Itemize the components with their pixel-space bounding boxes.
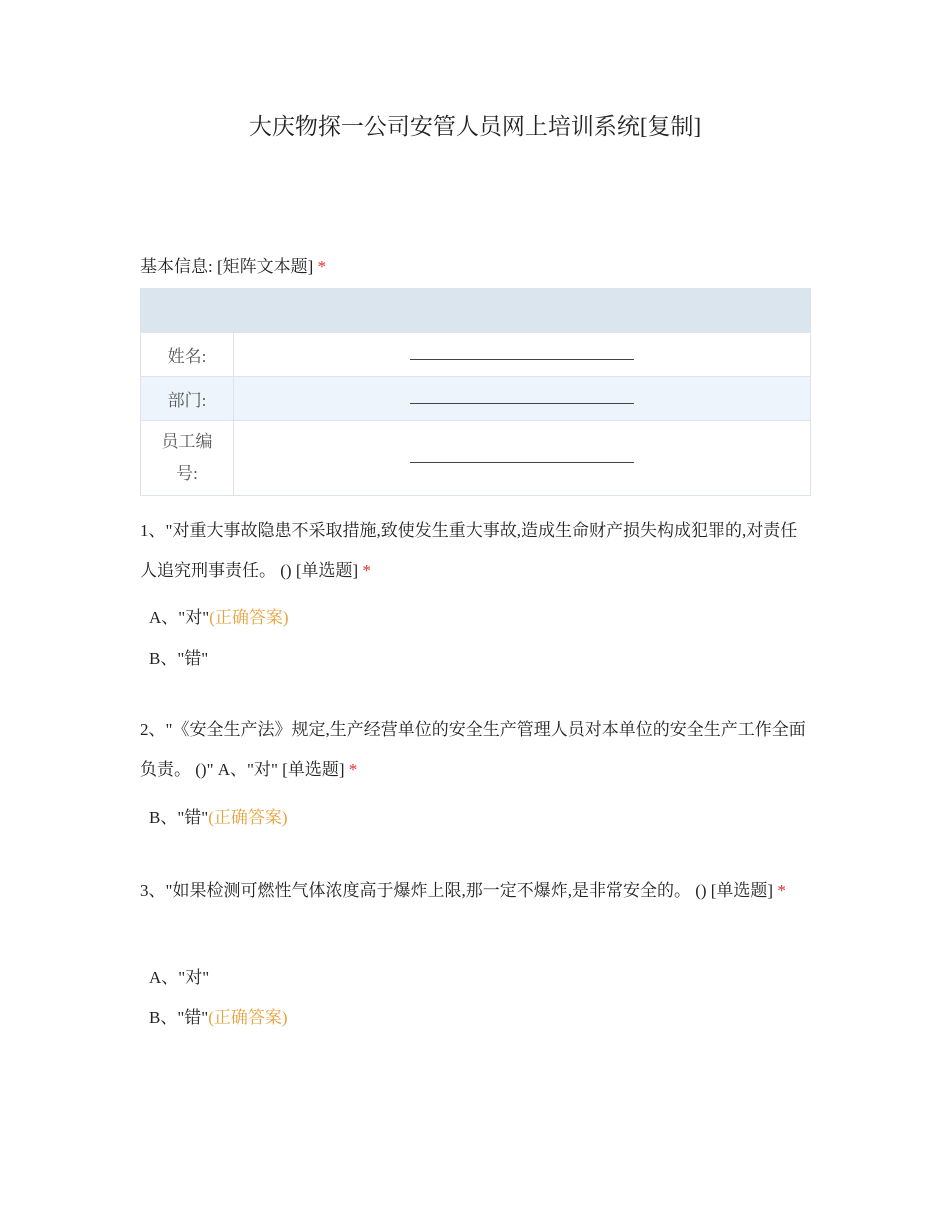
option-q1-a[interactable]: A、"对"(正确答案) bbox=[149, 608, 289, 627]
option-q3-a[interactable]: A、"对" bbox=[149, 968, 210, 987]
option-q2-b[interactable]: B、"错"(正确答案) bbox=[149, 808, 288, 827]
matrix-row-department bbox=[141, 377, 811, 421]
required-mark: * bbox=[317, 257, 327, 276]
department-input[interactable] bbox=[234, 377, 811, 421]
question-text: 3、"如果检测可燃性气体浓度高于爆炸上限,那一定不爆炸,是非常安全的。 () bbox=[140, 881, 711, 900]
row-label-department: 部门: bbox=[141, 377, 234, 421]
question-text: 2、"《安全生产法》规定,生产经营单位的安全生产管理人员对本单位的安全生产工作全面负责。 ()" A、"对" bbox=[140, 720, 806, 779]
matrix-row-employee-id bbox=[141, 421, 811, 496]
required-mark: * bbox=[362, 561, 371, 580]
row-label-name: 姓名: bbox=[141, 333, 234, 377]
question-2 bbox=[140, 710, 812, 790]
option-q1-b[interactable]: B、"错" bbox=[149, 649, 209, 668]
question-1 bbox=[140, 511, 812, 591]
question-type: [单选题] bbox=[295, 561, 359, 580]
basic-info-matrix bbox=[140, 288, 811, 496]
matrix-row-name bbox=[141, 333, 811, 377]
required-mark: * bbox=[348, 760, 358, 779]
correct-answer-label: (正确答案) bbox=[208, 808, 288, 827]
question-type: [单选题] bbox=[282, 760, 345, 779]
matrix-header-row bbox=[141, 289, 811, 333]
question-type: [单选题] bbox=[710, 881, 774, 900]
name-input[interactable] bbox=[234, 333, 811, 377]
correct-answer-label: (正确答案) bbox=[208, 1008, 288, 1027]
correct-answer-label: (正确答案) bbox=[209, 608, 289, 627]
row-label-employee-id: 员工编号: bbox=[141, 421, 234, 496]
question-3 bbox=[140, 871, 812, 911]
question-text: 1、"对重大事故隐患不采取措施,致使发生重大事故,造成生命财产损失构成犯罪的,对责任人追究刑事责任。 () bbox=[140, 521, 798, 580]
basic-info-label bbox=[140, 252, 326, 277]
basic-info-type: [矩阵文本题] bbox=[216, 257, 314, 276]
employee-id-input[interactable] bbox=[234, 421, 811, 496]
required-mark: * bbox=[777, 881, 786, 900]
page-title: 大庆物探一公司安管人员网上培训系统[复制] bbox=[248, 114, 702, 139]
option-q3-b[interactable]: B、"错"(正确答案) bbox=[149, 1008, 288, 1027]
basic-info-title: 基本信息: bbox=[140, 257, 213, 276]
